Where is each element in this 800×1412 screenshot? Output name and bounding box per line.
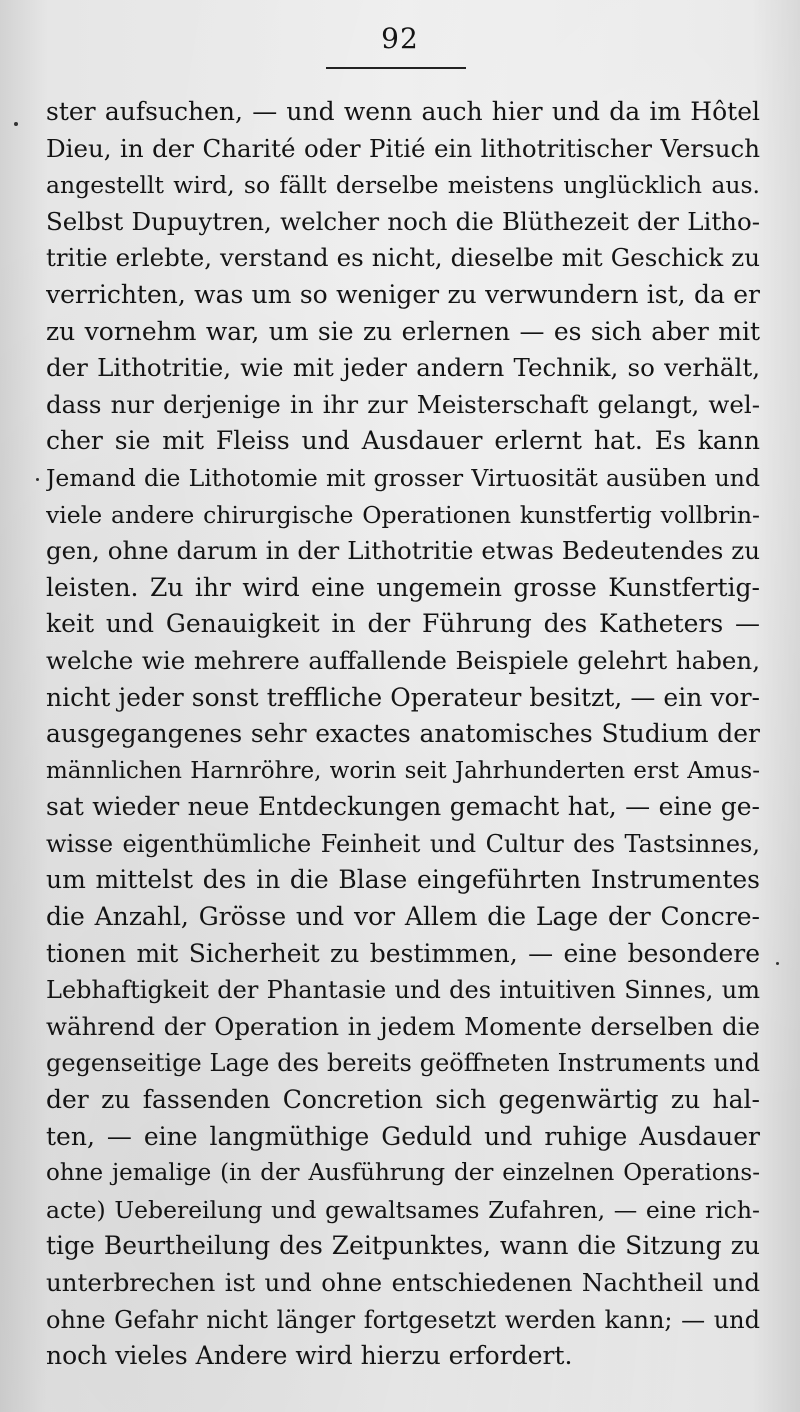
text-line: tritie erlebte, verstand es nicht, dieselbe mit Geschick zu — [46, 243, 760, 273]
text-line: unterbrechen ist und ohne entschiedenen Nachtheil und — [46, 1268, 760, 1297]
text-line: noch vieles Andere wird hierzu erfordert. — [46, 1341, 573, 1371]
text-line: Jemand die Lithotomie mit grosser Virtuosität ausüben und — [46, 463, 760, 492]
text-line: viele andere chirurgische Operationen kunstfertig vollbrin- — [46, 500, 760, 529]
text-line: welche wie mehrere auffallende Beispiele gelehrt haben, — [46, 645, 760, 675]
text-line: zu vornehm war, um sie zu erlernen — es sich aber mit — [46, 316, 760, 346]
paper-speck — [36, 478, 39, 481]
text-line: angestellt wird, so fällt derselbe meistens unglücklich aus. — [46, 171, 760, 200]
text-line: tionen mit Sicherheit zu bestimmen, — eine besondere — [46, 938, 760, 968]
text-line: ster aufsuchen, — und wenn auch hier und da im Hôtel — [46, 97, 760, 126]
text-line: ausgegangenes sehr exactes anatomisches Studium der — [46, 719, 760, 749]
text-line: Lebhaftigkeit der Phantasie und des intuitiven Sinnes, um — [46, 976, 760, 1005]
paper-speck — [776, 962, 779, 965]
text-line: gen, ohne darum in der Lithotritie etwas Bedeutendes zu — [46, 536, 760, 566]
text-line: Selbst Dupuytren, welcher noch die Blüthezeit der Litho- — [46, 206, 760, 236]
header-rule — [326, 67, 466, 69]
text-line: wisse eigenthümliche Feinheit und Cultur des Tastsinnes, — [46, 829, 760, 858]
text-line: gegenseitige Lage des bereits geöffneten Instruments und — [46, 1049, 760, 1078]
text-line: der zu fassenden Concretion sich gegenwärtig zu hal- — [46, 1085, 760, 1115]
text-line: ohne Gefahr nicht länger fortgesetzt werden kann; — und — [46, 1305, 760, 1334]
text-line: der Lithotritie, wie mit jeder andern Technik, so verhält, — [46, 353, 760, 383]
paper-speck — [14, 122, 18, 126]
text-line: keit und Genauigkeit in der Führung des Katheters — — [46, 609, 760, 639]
page-number: 92 — [381, 22, 419, 55]
text-line: ten, — eine langmüthige Geduld und ruhige Ausdauer — [46, 1121, 760, 1151]
text-line: dass nur derjenige in ihr zur Meisterschaft gelangt, wel- — [46, 389, 760, 419]
text-line: cher sie mit Fleiss und Ausdauer erlernt hat. Es kann — [46, 426, 760, 456]
text-line: männlichen Harnröhre, worin seit Jahrhunderten erst Amus- — [46, 757, 760, 784]
text-line: nicht jeder sonst treffliche Operateur besitzt, — ein vor- — [46, 682, 760, 712]
text-line: acte) Uebereilung und gewaltsames Zufahren, — eine rich- — [46, 1195, 760, 1224]
text-line: sat wieder neue Entdeckungen gemacht hat, — eine ge- — [46, 792, 760, 822]
text-line: um mittelst des in die Blase eingeführten Instrumentes — [46, 865, 760, 895]
text-line: Dieu, in der Charité oder Pitié ein lithotritischer Versuch — [46, 133, 760, 163]
text-line: leisten. Zu ihr wird eine ungemein grosse Kunstfertig- — [46, 572, 760, 602]
text-line: die Anzahl, Grösse und vor Allem die Lage der Concre- — [46, 902, 760, 932]
text-line: tige Beurtheilung des Zeitpunktes, wann die Sitzung zu — [46, 1231, 760, 1261]
text-line: ohne jemalige (in der Ausführung der einzelnen Operations- — [46, 1160, 760, 1187]
body-text — [46, 94, 760, 1375]
text-line: verrichten, was um so weniger zu verwundern ist, da er — [46, 279, 760, 309]
text-line: während der Operation in jedem Momente derselben die — [46, 1011, 760, 1041]
